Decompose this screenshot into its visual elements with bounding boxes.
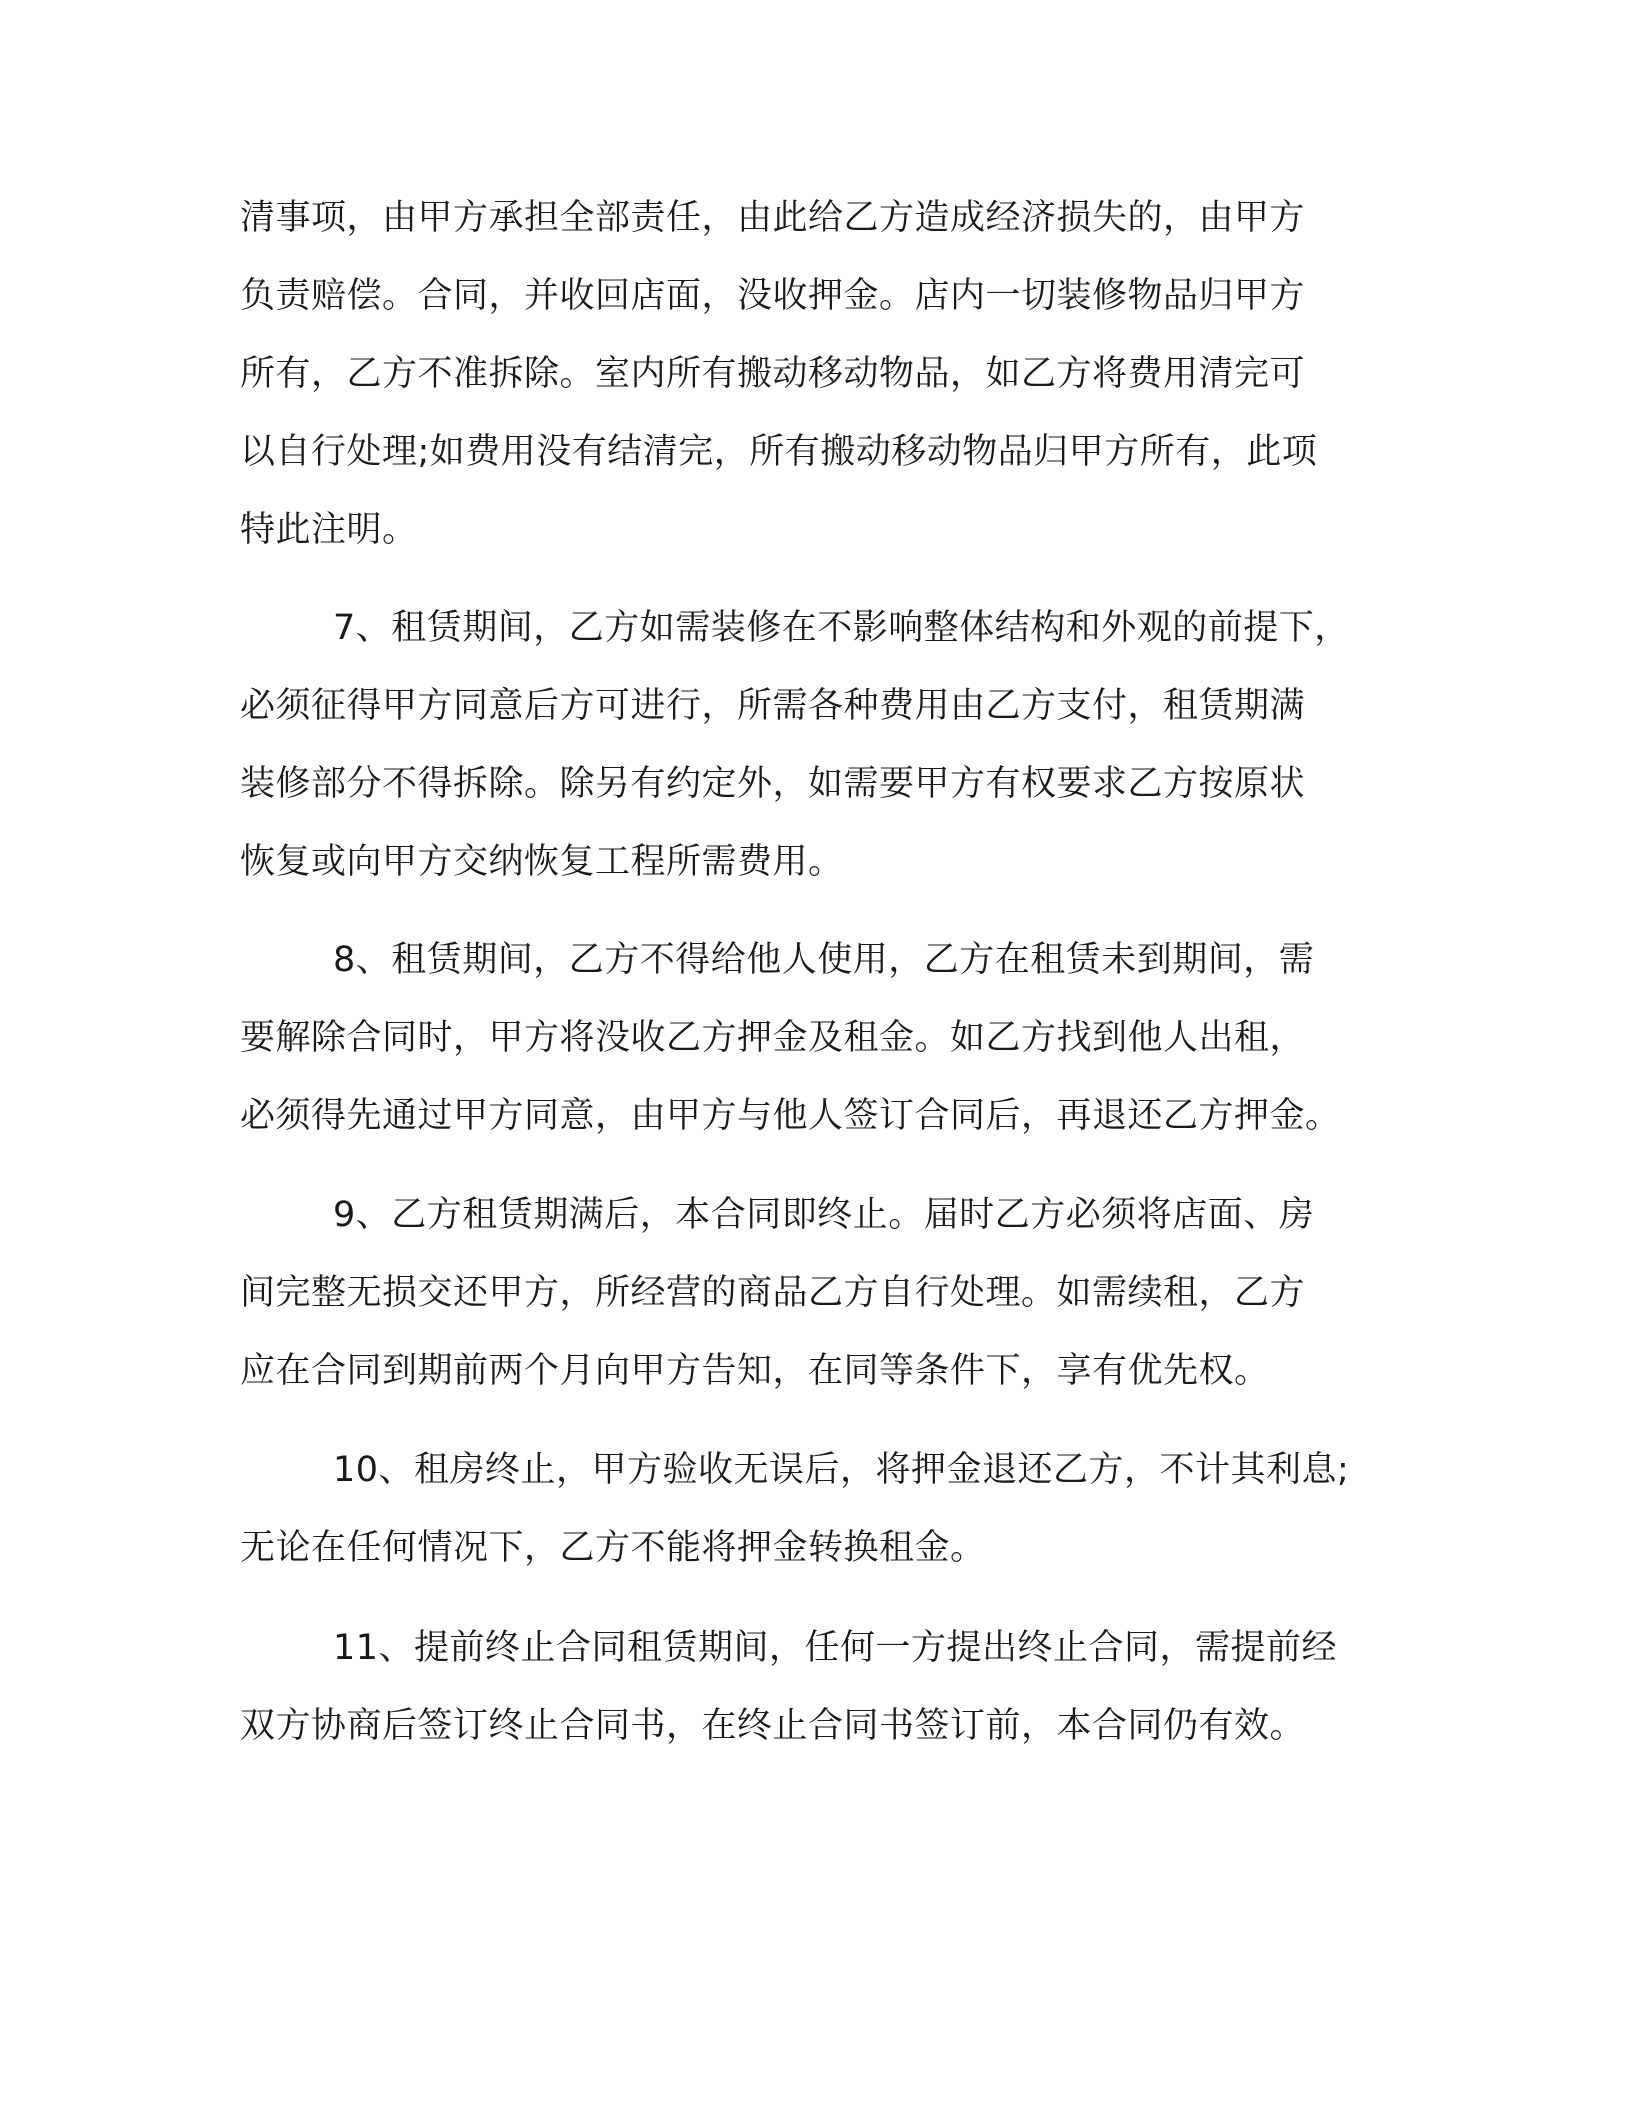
paragraph-continuation <box>240 179 1400 569</box>
paragraph-clause-7 <box>240 589 1400 901</box>
text-line: 装修部分不得拆除。除另有约定外，如需要甲方有权要求乙方按原状 <box>240 764 1306 804</box>
paragraph-clause-10 <box>240 1431 1400 1587</box>
text-line: 7、租赁期间，乙方如需装修在不影响整体结构和外观的前提下， <box>333 608 1350 648</box>
text-line: 必须征得甲方同意后方可进行，所需各种费用由乙方支付，租赁期满 <box>240 686 1306 726</box>
text-line: 间完整无损交还甲方，所经营的商品乙方自行处理。如需续租，乙方 <box>240 1273 1306 1313</box>
text-line: 负责赔偿。合同，并收回店面，没收押金。店内一切装修物品归甲方 <box>240 276 1306 316</box>
text-line: 以自行处理;如费用没有结清完，所有搬动移动物品归甲方所有，此项 <box>240 432 1318 472</box>
text-line: 双方协商后签订终止合同书，在终止合同书签订前，本合同仍有效。 <box>240 1706 1306 1746</box>
paragraph-clause-8 <box>240 921 1400 1155</box>
text-line: 恢复或向甲方交纳恢复工程所需费用。 <box>240 842 844 882</box>
text-line: 11、提前终止合同租赁期间，任何一方提出终止合同，需提前经 <box>333 1628 1338 1668</box>
text-line: 所有，乙方不准拆除。室内所有搬动移动物品，如乙方将费用清完可 <box>240 354 1306 394</box>
text-line: 必须得先通过甲方同意，由甲方与他人签订合同后，再退还乙方押金。 <box>240 1096 1341 1136</box>
paragraph-clause-9 <box>240 1176 1400 1410</box>
text-line: 特此注明。 <box>240 510 418 550</box>
text-line: 8、租赁期间，乙方不得给他人使用，乙方在租赁未到期间，需 <box>333 940 1315 980</box>
paragraph-clause-11 <box>240 1609 1400 1765</box>
text-line: 要解除合同时，甲方将没收乙方押金及租金。如乙方找到他人出租， <box>240 1018 1306 1058</box>
text-line: 清事项，由甲方承担全部责任，由此给乙方造成经济损失的，由甲方 <box>240 198 1306 238</box>
text-line: 9、乙方租赁期满后，本合同即终止。届时乙方必须将店面、房 <box>333 1195 1315 1235</box>
text-line: 10、租房终止，甲方验收无误后，将押金退还乙方，不计其利息; <box>333 1450 1350 1490</box>
text-line: 无论在任何情况下，乙方不能将押金转换租金。 <box>240 1528 986 1568</box>
text-line: 应在合同到期前两个月向甲方告知，在同等条件下，享有优先权。 <box>240 1351 1270 1391</box>
